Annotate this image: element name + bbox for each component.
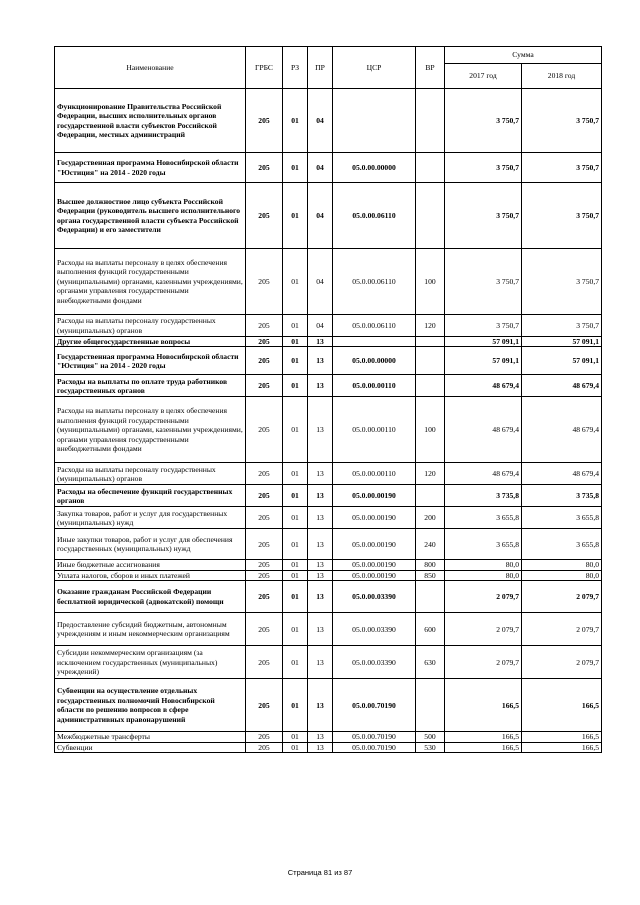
cell-pr: 13 (308, 397, 333, 463)
cell-s2017: 3 750,7 (445, 183, 522, 249)
cell-vr: 100 (416, 397, 445, 463)
header-pr: ПР (308, 47, 333, 89)
cell-rz: 01 (283, 613, 308, 646)
cell-rz: 01 (283, 679, 308, 732)
cell-s2017: 57 091,1 (445, 347, 522, 375)
cell-s2018: 48 679,4 (522, 397, 602, 463)
cell-rz: 01 (283, 375, 308, 397)
cell-rz: 01 (283, 347, 308, 375)
cell-s2018: 57 091,1 (522, 347, 602, 375)
cell-s2017: 3 750,7 (445, 89, 522, 153)
cell-rz: 01 (283, 89, 308, 153)
cell-grbs: 205 (246, 315, 283, 337)
cell-pr: 13 (308, 560, 333, 570)
cell-csr: 05.0.00.70190 (333, 732, 416, 742)
cell-rz: 01 (283, 507, 308, 529)
cell-grbs: 205 (246, 485, 283, 507)
table-row (55, 347, 602, 375)
table-row (55, 646, 602, 679)
table-row (55, 463, 602, 485)
cell-csr: 05.0.00.03390 (333, 613, 416, 646)
table-row (55, 249, 602, 315)
cell-rz: 01 (283, 560, 308, 570)
table-row (55, 315, 602, 337)
cell-vr (416, 183, 445, 249)
cell-vr (416, 375, 445, 397)
cell-grbs: 205 (246, 570, 283, 580)
cell-csr: 05.0.00.00000 (333, 153, 416, 183)
cell-name: Расходы на обеспечение функций государственных органов (55, 485, 246, 507)
cell-s2017: 80,0 (445, 560, 522, 570)
cell-vr (416, 347, 445, 375)
cell-vr: 630 (416, 646, 445, 679)
cell-name: Другие общегосударственные вопросы (55, 337, 246, 347)
cell-grbs: 205 (246, 375, 283, 397)
table-row (55, 732, 602, 742)
cell-grbs: 205 (246, 397, 283, 463)
table-row (55, 570, 602, 580)
cell-vr: 530 (416, 742, 445, 752)
cell-s2018: 3 655,8 (522, 507, 602, 529)
cell-s2017: 2 079,7 (445, 581, 522, 613)
cell-rz: 01 (283, 315, 308, 337)
cell-s2018: 3 750,7 (522, 249, 602, 315)
table-row (55, 183, 602, 249)
cell-s2017: 166,5 (445, 732, 522, 742)
cell-rz: 01 (283, 463, 308, 485)
cell-vr (416, 89, 445, 153)
cell-grbs: 205 (246, 560, 283, 570)
cell-name: Расходы на выплаты персоналу государственных (муниципальных) органов (55, 463, 246, 485)
table-row (55, 485, 602, 507)
cell-pr: 13 (308, 742, 333, 752)
cell-name: Предоставление субсидий бюджетным, автономным учреждениям и иным некоммерческим организациям (55, 613, 246, 646)
cell-s2017: 3 735,8 (445, 485, 522, 507)
cell-name: Функционирование Правительства Российской Федерации, высших исполнительных органов государственной власти субъектов Российской Федерации, местных администраций (55, 89, 246, 153)
cell-csr: 05.0.00.00190 (333, 570, 416, 580)
cell-vr: 100 (416, 249, 445, 315)
cell-pr: 13 (308, 732, 333, 742)
cell-s2017: 80,0 (445, 570, 522, 580)
table-row (55, 529, 602, 560)
cell-rz: 01 (283, 529, 308, 560)
cell-name: Расходы на выплаты по оплате труда работников государственных органов (55, 375, 246, 397)
cell-rz: 01 (283, 732, 308, 742)
cell-s2017: 48 679,4 (445, 463, 522, 485)
header-2018: 2018 год (522, 64, 602, 89)
table-row (55, 679, 602, 732)
cell-s2017: 2 079,7 (445, 613, 522, 646)
cell-grbs: 205 (246, 679, 283, 732)
page-number: Страница 81 из 87 (287, 868, 353, 877)
cell-grbs: 205 (246, 337, 283, 347)
cell-s2017: 3 750,7 (445, 249, 522, 315)
cell-vr: 120 (416, 463, 445, 485)
cell-s2017: 48 679,4 (445, 375, 522, 397)
cell-csr: 05.0.00.00190 (333, 507, 416, 529)
cell-s2018: 48 679,4 (522, 375, 602, 397)
cell-rz: 01 (283, 646, 308, 679)
cell-vr (416, 581, 445, 613)
header-rz: РЗ (283, 47, 308, 89)
cell-s2018: 57 091,1 (522, 337, 602, 347)
header-name: Наименование (55, 47, 246, 89)
cell-s2018: 80,0 (522, 570, 602, 580)
cell-s2017: 3 655,8 (445, 529, 522, 560)
cell-s2017: 3 750,7 (445, 315, 522, 337)
cell-csr: 05.0.00.00000 (333, 347, 416, 375)
cell-s2018: 3 750,7 (522, 153, 602, 183)
cell-csr: 05.0.00.06110 (333, 249, 416, 315)
cell-pr: 13 (308, 463, 333, 485)
cell-grbs: 205 (246, 529, 283, 560)
cell-name: Иные бюджетные ассигнования (55, 560, 246, 570)
cell-grbs: 205 (246, 732, 283, 742)
cell-pr: 13 (308, 529, 333, 560)
header-csr: ЦСР (333, 47, 416, 89)
cell-csr (333, 337, 416, 347)
cell-vr (416, 337, 445, 347)
cell-s2018: 166,5 (522, 732, 602, 742)
cell-name: Субвенции (55, 742, 246, 752)
cell-s2018: 166,5 (522, 742, 602, 752)
cell-name: Субвенции на осуществление отдельных государственных полномочий Новосибирской области по решению вопросов в сфере административных правонарушений (55, 679, 246, 732)
cell-csr: 05.0.00.00110 (333, 463, 416, 485)
cell-name: Межбюджетные трансферты (55, 732, 246, 742)
cell-name: Субсидии некоммерческим организациям (за исключением государственных (муниципальных) учреждений) (55, 646, 246, 679)
table-row (55, 337, 602, 347)
cell-name: Закупка товаров, работ и услуг для государственных (муниципальных) нужд (55, 507, 246, 529)
cell-s2018: 3 735,8 (522, 485, 602, 507)
cell-vr: 850 (416, 570, 445, 580)
table-row (55, 560, 602, 570)
cell-grbs: 205 (246, 249, 283, 315)
cell-s2017: 3 750,7 (445, 153, 522, 183)
cell-vr (416, 153, 445, 183)
table-row (55, 397, 602, 463)
cell-s2018: 3 750,7 (522, 315, 602, 337)
table-row (55, 507, 602, 529)
header-vr: ВР (416, 47, 445, 89)
cell-vr: 500 (416, 732, 445, 742)
cell-grbs: 205 (246, 183, 283, 249)
table-row (55, 742, 602, 752)
cell-rz: 01 (283, 183, 308, 249)
cell-pr: 13 (308, 347, 333, 375)
cell-pr: 04 (308, 249, 333, 315)
table-row (55, 581, 602, 613)
cell-s2018: 2 079,7 (522, 613, 602, 646)
cell-csr: 05.0.00.03390 (333, 646, 416, 679)
cell-csr (333, 89, 416, 153)
cell-csr: 05.0.00.03390 (333, 581, 416, 613)
cell-name: Расходы на выплаты персоналу государственных (муниципальных) органов (55, 315, 246, 337)
cell-grbs: 205 (246, 581, 283, 613)
cell-csr: 05.0.00.06110 (333, 183, 416, 249)
cell-rz: 01 (283, 485, 308, 507)
cell-s2018: 2 079,7 (522, 581, 602, 613)
cell-s2017: 57 091,1 (445, 337, 522, 347)
cell-vr: 200 (416, 507, 445, 529)
table-row (55, 153, 602, 183)
cell-grbs: 205 (246, 613, 283, 646)
cell-pr: 13 (308, 646, 333, 679)
cell-csr: 05.0.00.00190 (333, 560, 416, 570)
cell-s2018: 48 679,4 (522, 463, 602, 485)
cell-name: Высшее должностное лицо субъекта Российской Федерации (руководитель высшего исполнительного органа государственной власти субъекта Российской Федерации) и его заместители (55, 183, 246, 249)
cell-s2018: 3 750,7 (522, 183, 602, 249)
cell-csr: 05.0.00.00190 (333, 485, 416, 507)
cell-pr: 04 (308, 315, 333, 337)
table-body (55, 89, 602, 753)
cell-csr: 05.0.00.00190 (333, 529, 416, 560)
header-sum: Сумма (445, 47, 602, 64)
cell-pr: 13 (308, 679, 333, 732)
cell-pr: 13 (308, 570, 333, 580)
cell-s2017: 3 655,8 (445, 507, 522, 529)
cell-s2018: 2 079,7 (522, 646, 602, 679)
header-2017: 2017 год (445, 64, 522, 89)
cell-rz: 01 (283, 337, 308, 347)
cell-s2018: 80,0 (522, 560, 602, 570)
cell-rz: 01 (283, 742, 308, 752)
cell-grbs: 205 (246, 89, 283, 153)
cell-vr (416, 679, 445, 732)
cell-name: Оказание гражданам Российской Федерации бесплатной юридической (адвокатской) помощи (55, 581, 246, 613)
cell-name: Расходы на выплаты персоналу в целях обеспечения выполнения функций государственными (муниципальными) органами, казенными учреждениями, органами управления государственными внебюджетными фондами (55, 397, 246, 463)
cell-rz: 01 (283, 581, 308, 613)
cell-pr: 13 (308, 375, 333, 397)
cell-csr: 05.0.00.70190 (333, 742, 416, 752)
table-row (55, 375, 602, 397)
cell-s2018: 3 655,8 (522, 529, 602, 560)
cell-rz: 01 (283, 153, 308, 183)
cell-s2018: 3 750,7 (522, 89, 602, 153)
cell-vr (416, 485, 445, 507)
cell-pr: 13 (308, 507, 333, 529)
cell-pr: 04 (308, 183, 333, 249)
cell-grbs: 205 (246, 153, 283, 183)
cell-grbs: 205 (246, 507, 283, 529)
cell-csr: 05.0.00.00110 (333, 397, 416, 463)
cell-s2017: 2 079,7 (445, 646, 522, 679)
cell-vr: 800 (416, 560, 445, 570)
table-row (55, 613, 602, 646)
cell-grbs: 205 (246, 463, 283, 485)
cell-grbs: 205 (246, 347, 283, 375)
cell-rz: 01 (283, 249, 308, 315)
cell-s2017: 166,5 (445, 679, 522, 732)
cell-name: Государственная программа Новосибирской области "Юстиция" на 2014 - 2020 годы (55, 347, 246, 375)
cell-pr: 13 (308, 337, 333, 347)
cell-pr: 13 (308, 581, 333, 613)
budget-table (54, 46, 602, 753)
cell-csr: 05.0.00.00110 (333, 375, 416, 397)
cell-grbs: 205 (246, 646, 283, 679)
cell-grbs: 205 (246, 742, 283, 752)
cell-s2017: 166,5 (445, 742, 522, 752)
cell-vr: 240 (416, 529, 445, 560)
cell-pr: 04 (308, 153, 333, 183)
cell-s2018: 166,5 (522, 679, 602, 732)
cell-rz: 01 (283, 397, 308, 463)
header-grbs: ГРБС (246, 47, 283, 89)
cell-pr: 04 (308, 89, 333, 153)
cell-pr: 13 (308, 613, 333, 646)
cell-name: Уплата налогов, сборов и иных платежей (55, 570, 246, 580)
cell-csr: 05.0.00.70190 (333, 679, 416, 732)
cell-s2017: 48 679,4 (445, 397, 522, 463)
cell-name: Иные закупки товаров, работ и услуг для обеспечения государственных (муниципальных) нужд (55, 529, 246, 560)
cell-vr: 120 (416, 315, 445, 337)
cell-csr: 05.0.00.06110 (333, 315, 416, 337)
cell-rz: 01 (283, 570, 308, 580)
table-row (55, 89, 602, 153)
cell-name: Расходы на выплаты персоналу в целях обеспечения выполнения функций государственными (муниципальными) органами, казенными учреждениями, органами управления государственными внебюджетными фондами (55, 249, 246, 315)
cell-vr: 600 (416, 613, 445, 646)
cell-name: Государственная программа Новосибирской области "Юстиция" на 2014 - 2020 годы (55, 153, 246, 183)
cell-pr: 13 (308, 485, 333, 507)
